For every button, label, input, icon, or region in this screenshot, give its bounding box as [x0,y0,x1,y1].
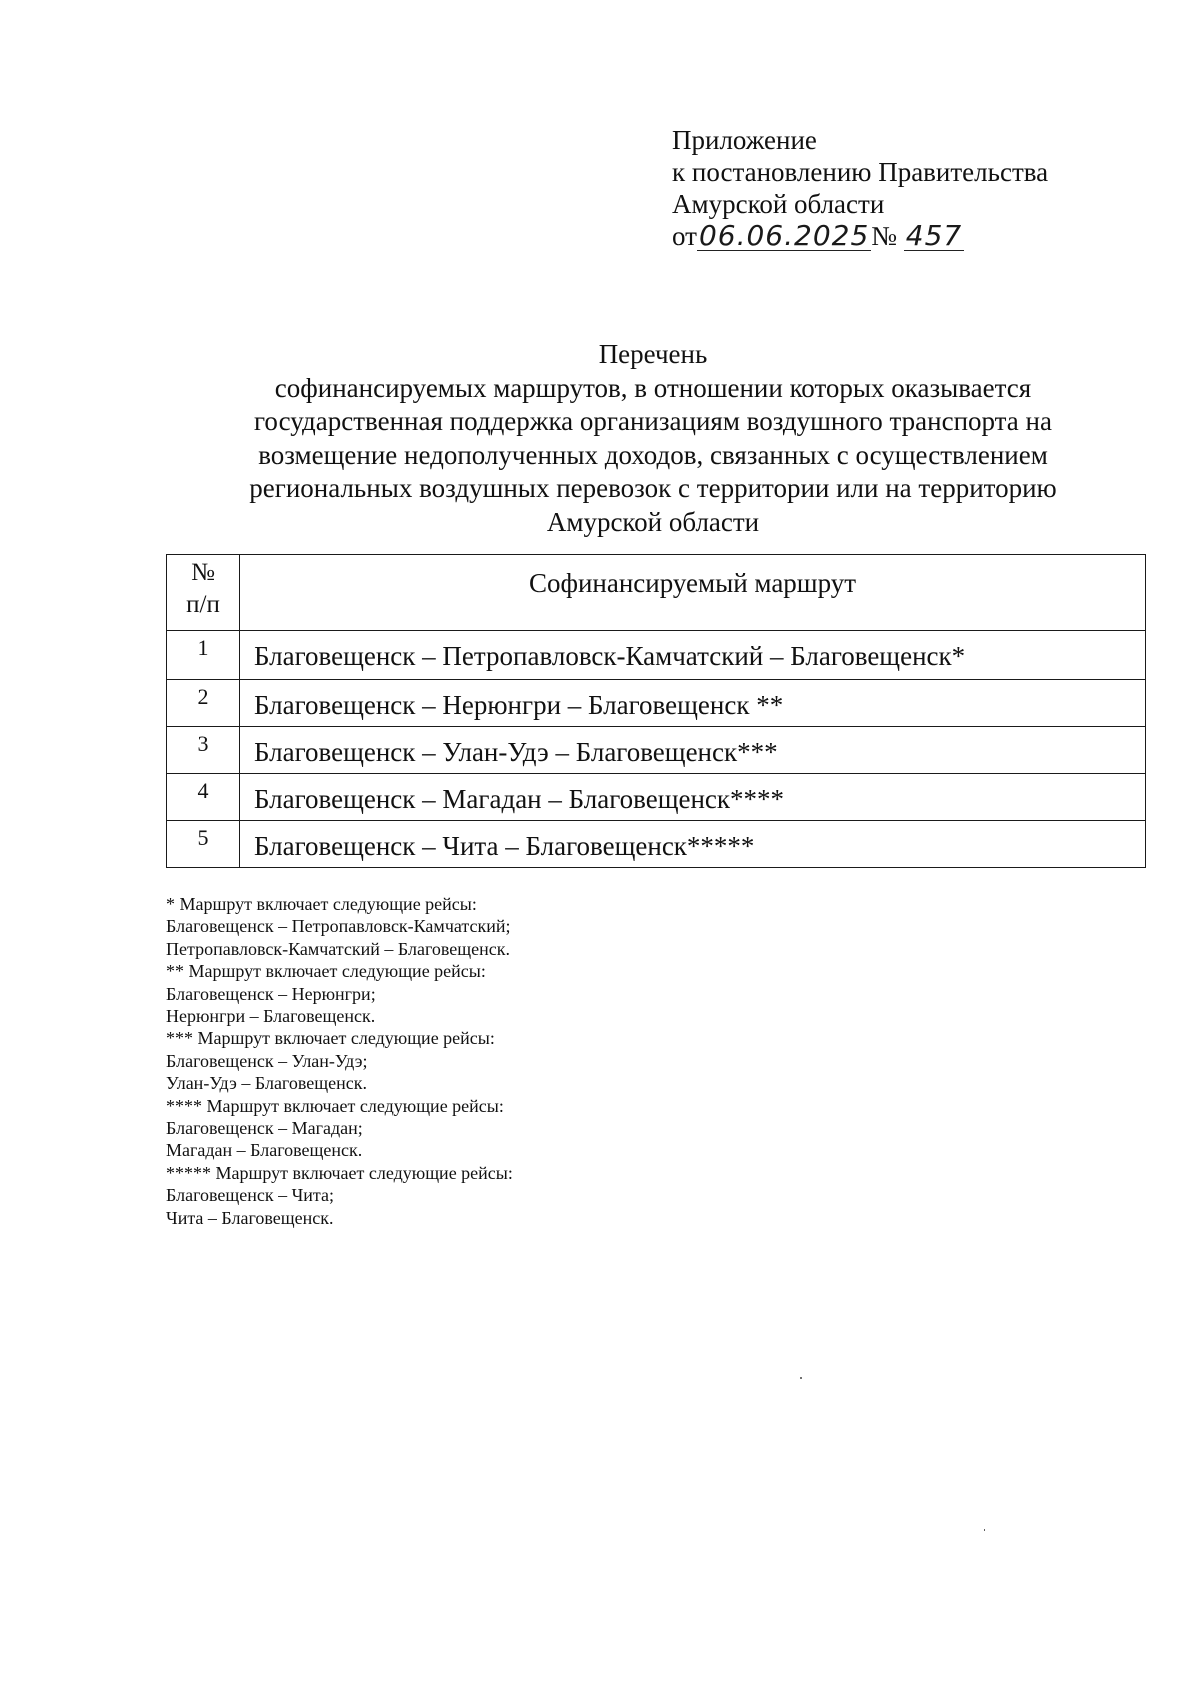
row-number: 5 [167,821,240,868]
row-route: Благовещенск – Петропавловск-Камчатский – Благовещенск* [240,631,1146,680]
footnote-line: Нерюнгри – Благовещенск. [166,1006,376,1027]
title-line: Перечень [598,339,708,369]
row-number: 1 [167,631,240,680]
table-row [167,821,1146,868]
handwritten-number: 457 [905,219,963,252]
footnote-line: Благовещенск – Улан-Удэ; [166,1050,368,1071]
row-route: Благовещенск – Нерюнгри – Благовещенск ** [240,680,1146,727]
table-header-row [167,555,1146,631]
footnote-line: Улан-Удэ – Благовещенск. [166,1073,367,1094]
routes-table [166,554,1146,868]
footnote-line: Магадан – Благовещенск. [166,1140,363,1161]
title-line: возмещение недополученных доходов, связанных с осуществлением [258,439,1048,470]
table-row [167,774,1146,821]
table-row [167,631,1146,680]
appendix-region-line: Амурской области [672,189,885,219]
footnote-line: Благовещенск – Магадан; [166,1118,363,1139]
footnotes [166,893,513,1229]
row-number: 4 [167,774,240,821]
title-line: региональных воздушных перевозок с территории или на территорию [249,473,1057,503]
appendix-date-number-line [672,220,1048,252]
footnote-line: Благовещенск – Петропавловск-Камчатский; [166,916,511,937]
table-row [167,680,1146,727]
appendix-resolution-line: к постановлению Правительства [672,157,1049,187]
footnote-line: Благовещенск – Чита; [166,1185,335,1206]
scan-speck [800,1377,802,1379]
footnote-line: ***** Маршрут включает следующие рейсы: [166,1162,513,1183]
scan-speck [984,1529,985,1531]
header-route-cell: Софинансируемый маршрут [240,555,1146,631]
row-route: Благовещенск – Чита – Благовещенск***** [240,821,1146,868]
footnote-line: Петропавловск-Камчатский – Благовещенск. [166,938,510,959]
appendix-label: Приложение [672,125,817,155]
row-route: Благовещенск – Магадан – Благовещенск**** [240,774,1146,821]
footnote-line: **** Маршрут включает следующие рейсы: [166,1095,504,1116]
footnote-line: Благовещенск – Нерюнгри; [166,983,376,1004]
number-sign: № [871,221,898,251]
table-row [167,727,1146,774]
footnote-line: *** Маршрут включает следующие рейсы: [166,1028,495,1049]
footnote-line: * Маршрут включает следующие рейсы: [166,894,477,914]
header-number-abbr: п/п [186,591,220,618]
row-number: 3 [167,727,240,774]
appendix-header [672,124,1048,252]
header-number-cell [167,555,240,631]
title-line: софинансируемых маршрутов, в отношении которых оказывается [274,372,1032,403]
footnote-line: ** Маршрут включает следующие рейсы: [166,961,486,982]
document-title [170,338,1136,539]
from-label: от [672,221,697,251]
title-line: Амурской области [546,506,760,537]
handwritten-date: 06.06.2025 [698,219,870,252]
header-number-symbol: № [191,559,215,586]
footnote-line: Чита – Благовещенск. [166,1207,334,1228]
row-number: 2 [167,680,240,727]
row-route: Благовещенск – Улан-Удэ – Благовещенск*** [240,727,1146,774]
title-line: государственная поддержка организациям воздушного транспорта на [254,406,1052,436]
